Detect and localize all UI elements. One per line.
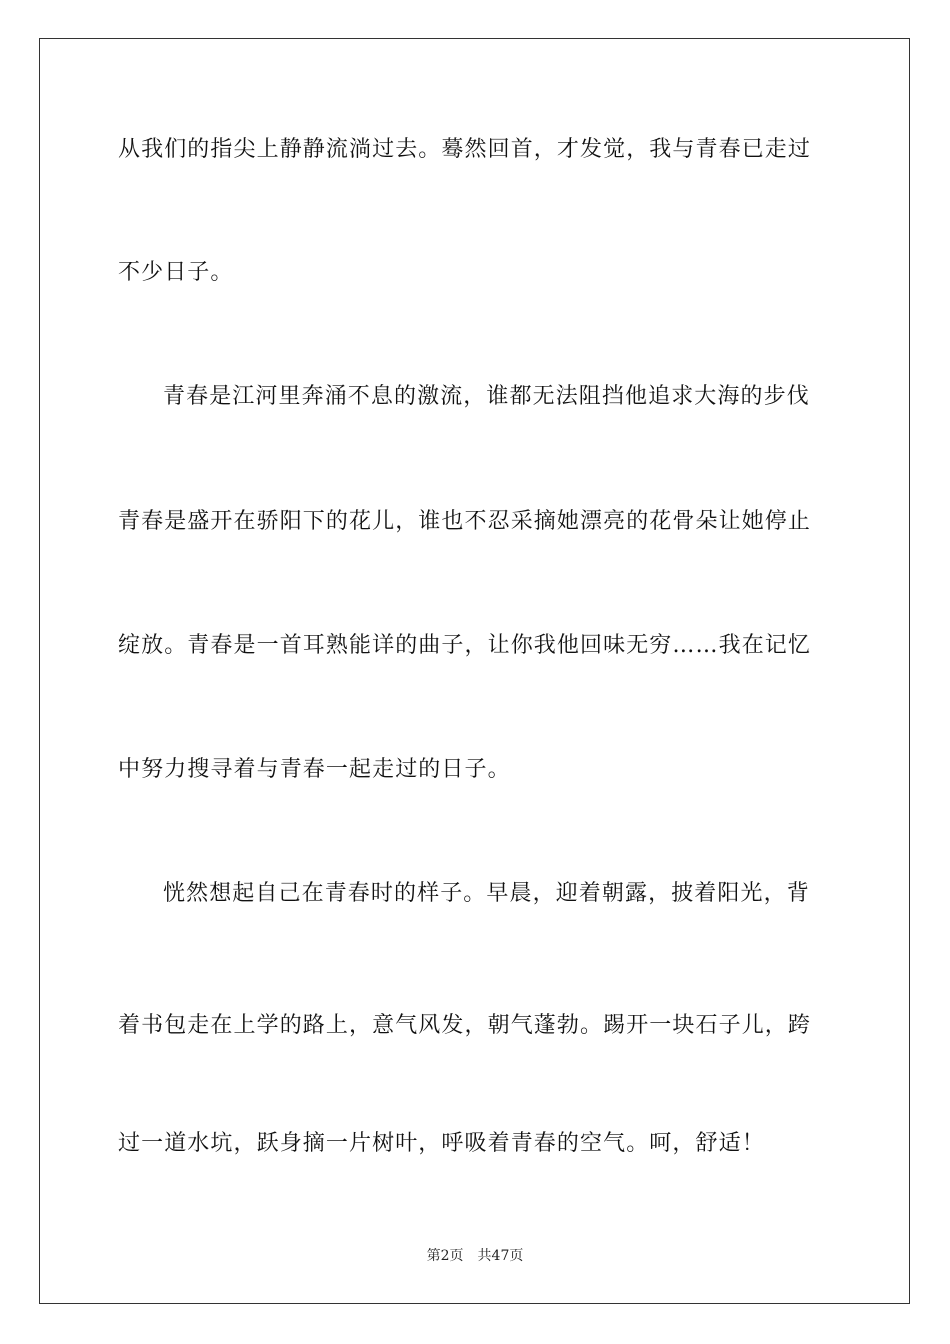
text-line-7: 恍然想起自己在青春时的样子。早晨，迎着朝露，披着阳光，背 [163, 881, 810, 906]
page-footer [0, 1246, 950, 1266]
page-total: 共47页 [477, 1248, 524, 1264]
text-line-6: 中努力搜寻着与青春一起走过的日子。 [118, 757, 511, 782]
text-line-8: 着书包走在上学的路上，意气风发，朝气蓬勃。踢开一块石子儿，跨 [118, 1013, 812, 1038]
text-line-1: 从我们的指尖上静静流淌过去。蓦然回首，才发觉，我与青春已走过 [118, 137, 812, 162]
page-frame [39, 38, 910, 1304]
text-line-2: 不少日子。 [118, 260, 234, 285]
text-line-5: 绽放。青春是一首耳熟能详的曲子，让你我他回味无穷……我在记忆 [118, 633, 812, 658]
text-line-3: 青春是江河里奔涌不息的激流，谁都无法阻挡他追求大海的步伐 [163, 384, 810, 409]
page-number: 第2页 [426, 1248, 464, 1264]
text-line-4: 青春是盛开在骄阳下的花儿，谁也不忍采摘她漂亮的花骨朵让她停止 [118, 509, 812, 534]
text-line-9: 过一道水坑，跃身摘一片树叶，呼吸着青春的空气。呵，舒适！ [118, 1131, 765, 1156]
